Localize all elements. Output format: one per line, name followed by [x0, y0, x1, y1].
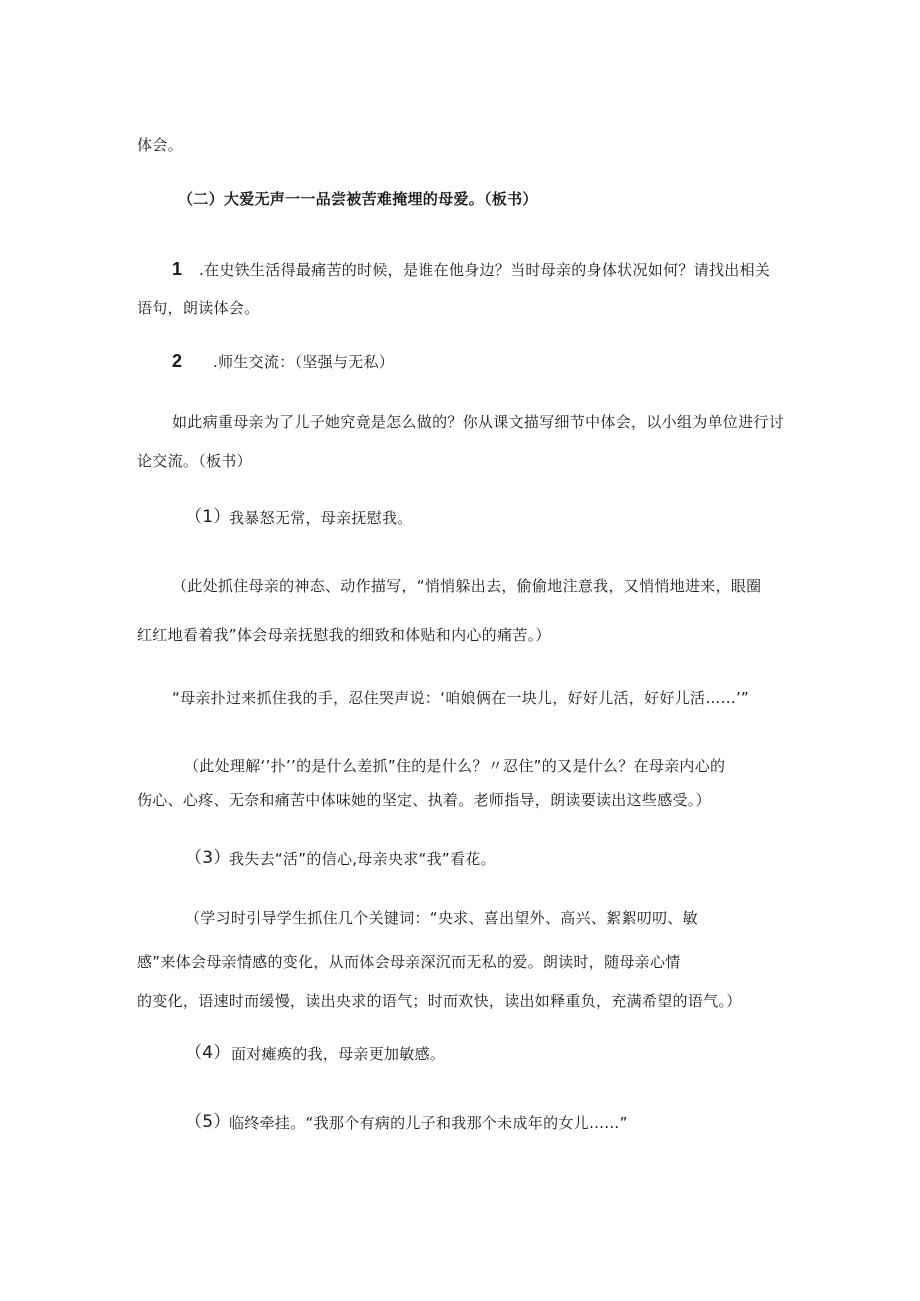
- text-line: 我暴怒无常，母亲抚慰我。: [229, 509, 413, 527]
- text-line: 我失去“活”的信心,母亲央求“我”看花。: [229, 850, 496, 868]
- text-line: 的变化，语速时而缓慢，读出央求的语气；时而欢快，读出如释重负，充满希望的语气。）: [137, 992, 742, 1010]
- text-line: .师生交流：（坚强与无私）: [213, 353, 395, 371]
- text-line: .在史铁生活得最痛苦的时候，是谁在他身边？当时母亲的身体状况如何？请找出相关: [199, 261, 771, 279]
- item-number: 2: [172, 351, 183, 371]
- text-line: 体会。: [137, 136, 183, 154]
- text-line: 如此病重母亲为了儿子她究竟是怎么做的？你从课文描写细节中体会，以小组为单位进行讨: [172, 413, 785, 431]
- item-number: （3）: [185, 848, 231, 868]
- text-line: 论交流。（板书）: [137, 452, 252, 470]
- item-number: （4）: [185, 1043, 231, 1063]
- section-heading: （二）大爱无声一一品尝被苦难掩埋的母爱。（板书）: [178, 190, 538, 208]
- item-number: （5）: [185, 1112, 231, 1132]
- item-number: （1）: [185, 507, 231, 527]
- text-line: 感”来体会母亲情感的变化，从而体会母亲深沉而无私的爱。朗读时，随母亲心情: [137, 953, 681, 971]
- text-line: 临终牵挂。“我那个有病的儿子和我那个未成年的女儿……”: [229, 1114, 628, 1132]
- quote-line: “母亲扑过来抓住我的手，忍住哭声说：‘咱娘俩在一块儿，好好儿活，好好儿活……’”: [172, 689, 750, 707]
- text-line: （学习时引导学生抓住几个关键词：“央求、喜出望外、高兴、絮絮叨叨、敏: [185, 909, 698, 927]
- item-number: 1: [172, 259, 183, 279]
- text-line: 红红地看着我”体会母亲抚慰我的细致和体贴和内心的痛苦。）: [137, 626, 551, 644]
- text-line: （此处抓住母亲的神态、动作描写，“悄悄躲出去，偷偷地注意我，又悄悄地进来，眼圈: [172, 577, 762, 595]
- text-line: （此处理解‘’扑’’的是什么差抓”住的是什么？〃忍住”的又是什么？在母亲内心的: [184, 757, 726, 775]
- text-line: 伤心、心疼、无奈和痛苦中体味她的坚定、执着。老师指导，朗读要读出这些感受。）: [137, 791, 711, 809]
- text-line: 面对瘫痪的我，母亲更加敏感。: [231, 1045, 446, 1063]
- text-line: 语句，朗读体会。: [137, 299, 260, 317]
